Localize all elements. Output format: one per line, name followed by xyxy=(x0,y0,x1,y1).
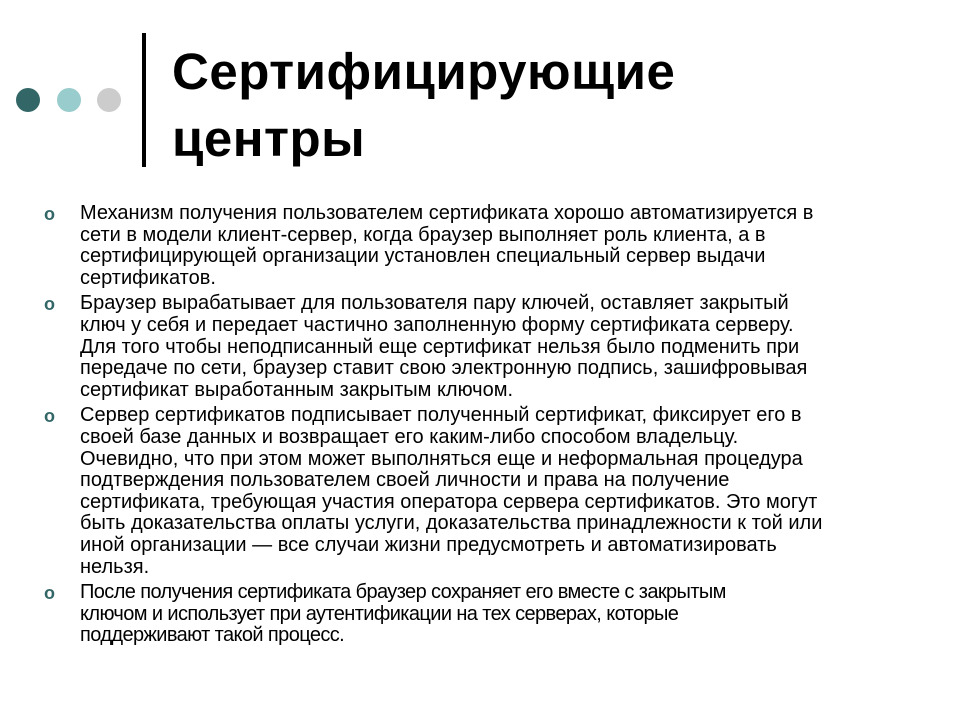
text-line: поддерживают такой процесс. xyxy=(80,624,345,647)
text-line: сертификат выработанным закрытым ключом. xyxy=(80,378,514,401)
text-line: Сервер сертификатов подписывает полученный сертификат, фиксирует его в xyxy=(80,404,802,427)
bullet-circle-icon: o xyxy=(44,583,55,604)
bullet-circle-icon: o xyxy=(44,406,55,427)
bullet-circle-icon: o xyxy=(44,294,55,315)
slide-title-line: Сертифицирующие xyxy=(172,43,676,100)
decor-dot-dark-teal xyxy=(16,88,40,112)
text-line: Браузер вырабатывает для пользователя пару ключей, оставляет закрытый xyxy=(80,292,789,315)
bullet-item xyxy=(0,405,960,578)
text-line: Для того чтобы неподписанный еще сертификат нельзя было подменить при xyxy=(80,335,800,358)
text-line: своей базе данных и возвращает его каким-либо способом владельцу. xyxy=(80,425,739,448)
text-line: ключ у себя и передает частично заполненную форму сертификата серверу. xyxy=(80,313,794,336)
title-divider-bar xyxy=(142,33,146,167)
bullet-list xyxy=(0,203,960,651)
text-line: Механизм получения пользователем сертификата хорошо автоматизируется в xyxy=(80,202,814,224)
bullet-circle-icon: o xyxy=(44,204,55,224)
bullet-item xyxy=(0,582,960,647)
text-line: передаче по сети, браузер ставит свою электронную подпись, зашифровывая xyxy=(80,357,808,380)
slide-title-line: центры xyxy=(172,110,366,167)
bullet-item xyxy=(0,203,960,289)
text-line: сертификата, требующая участия оператора сервера сертификатов. Это могут xyxy=(80,490,818,513)
text-line: иной организации — все случаи жизни предусмотреть и автоматизировать xyxy=(80,533,777,556)
bullet-item xyxy=(0,293,960,401)
text-line: сертифицирующей организации установлен специальный сервер выдачи xyxy=(80,245,766,268)
text-line: сети в модели клиент-сервер, когда браузер выполняет роль клиента, а в xyxy=(80,223,766,246)
text-line: Очевидно, что при этом может выполняться еще и неформальная процедура xyxy=(80,447,803,470)
text-line: быть доказательства оплаты услуги, доказательства принадлежности к той или xyxy=(80,512,823,535)
decor-dot-light-teal xyxy=(57,88,81,112)
text-line: подтверждения пользователем своей личности и права на получение xyxy=(80,469,730,492)
decor-dot-gray xyxy=(97,88,121,112)
text-line: ключом и использует при аутентификации на тех серверах, которые xyxy=(80,602,679,625)
text-line: нельзя. xyxy=(80,555,150,578)
text-line: сертификатов. xyxy=(80,266,216,289)
text-line: После получения сертификата браузер сохраняет его вместе с закрытым xyxy=(80,581,726,604)
slide-title xyxy=(172,38,675,172)
